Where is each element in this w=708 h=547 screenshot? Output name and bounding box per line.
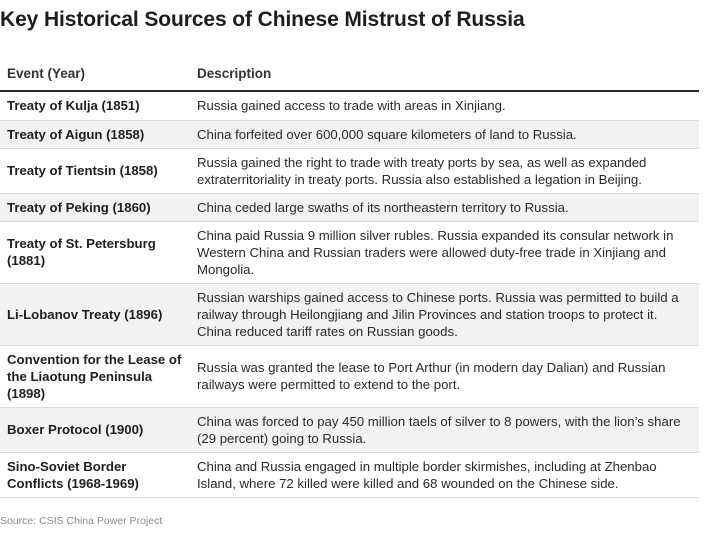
event-cell: Treaty of Kulja (1851) — [0, 91, 190, 120]
column-header-description: Description — [190, 56, 699, 91]
page-title: Key Historical Sources of Chinese Mistrust of Russia — [0, 8, 525, 31]
table-header-row — [0, 56, 699, 91]
description-cell: China forfeited over 600,000 square kilometers of land to Russia. — [190, 120, 699, 148]
event-cell: Convention for the Lease of the Liaotung Peninsula (1898) — [0, 345, 190, 407]
description-cell: China ceded large swaths of its northeastern territory to Russia. — [190, 193, 699, 221]
table-row — [0, 91, 699, 120]
event-cell: Treaty of Tientsin (1858) — [0, 148, 190, 193]
event-cell: Treaty of Aigun (1858) — [0, 120, 190, 148]
table-row — [0, 193, 699, 221]
description-cell: China paid Russia 9 million silver rubles. Russia expanded its consular network in Western China and Russian traders were allowed duty-free trade in Xinjiang and Mongolia. — [190, 221, 699, 283]
description-cell: Russia gained the right to trade with treaty ports by sea, as well as expanded extraterritoriality in treaty ports. Russia also established a legation in Beijing. — [190, 148, 699, 193]
description-cell: Russia was granted the lease to Port Arthur (in modern day Dalian) and Russian railways were permitted to extend to the port. — [190, 345, 699, 407]
table-row — [0, 120, 699, 148]
table-row — [0, 148, 699, 193]
table-row — [0, 283, 699, 345]
column-header-event: Event (Year) — [0, 56, 190, 91]
event-cell: Treaty of St. Petersburg (1881) — [0, 221, 190, 283]
description-cell: China and Russia engaged in multiple border skirmishes, including at Zhenbao Island, where 72 killed were killed and 68 wounded on the Chinese side. — [190, 452, 699, 497]
description-cell: Russian warships gained access to Chinese ports. Russia was permitted to build a railway through Heilongjiang and Jilin Provinces and station troops to protect it. China reduced tariff rates on Russian goods. — [190, 283, 699, 345]
description-cell: China was forced to pay 450 million taels of silver to 8 powers, with the lion’s share (29 percent) going to Russia. — [190, 407, 699, 452]
table-row — [0, 452, 699, 497]
event-cell: Li-Lobanov Treaty (1896) — [0, 283, 190, 345]
table-row — [0, 345, 699, 407]
history-table — [0, 56, 699, 498]
event-cell: Boxer Protocol (1900) — [0, 407, 190, 452]
event-cell: Sino-Soviet Border Conflicts (1968-1969) — [0, 452, 190, 497]
table-row — [0, 407, 699, 452]
event-cell: Treaty of Peking (1860) — [0, 193, 190, 221]
table-row — [0, 221, 699, 283]
description-cell: Russia gained access to trade with areas in Xinjiang. — [190, 91, 699, 120]
source-note: Source: CSIS China Power Project — [0, 515, 163, 527]
